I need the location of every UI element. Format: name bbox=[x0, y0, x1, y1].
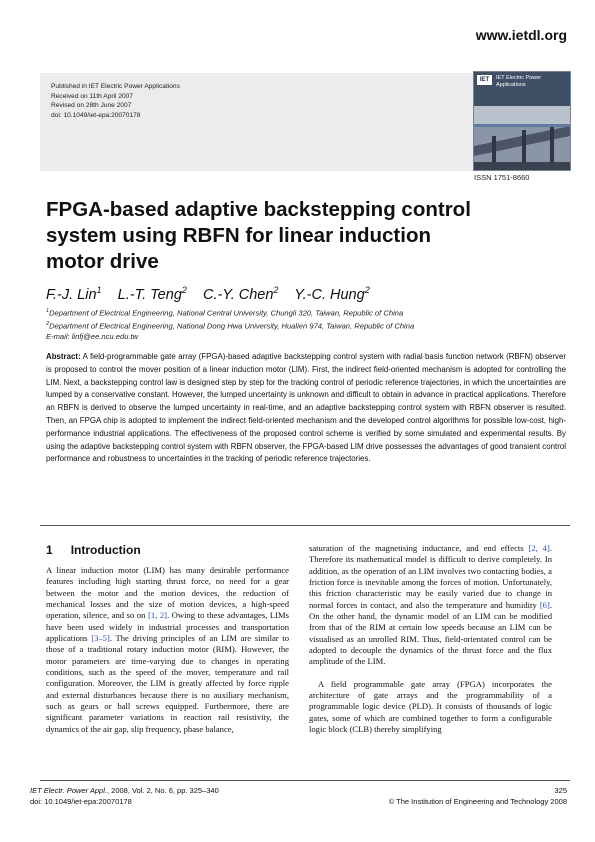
affiliation-1 bbox=[46, 306, 414, 319]
paragraph bbox=[46, 565, 289, 735]
citation-link[interactable]: [2, 4] bbox=[528, 543, 550, 553]
journal-abbrev: IET Electr. Power Appl. bbox=[30, 786, 107, 795]
author-name: C.-Y. Chen bbox=[203, 286, 274, 303]
doi[interactable]: doi: 10.1049/iet-epa:20070178 bbox=[51, 111, 141, 119]
text-run: . Therefore its mathematical model is difficult to derive completely. In addition, as the operation of an LIM involves two contacting bodies, a friction force is inevitable among the forces of motion. Unfortunately, this friction characteristic may be easily varied due to change in normal forces in contact, and also the temperature and humidity bbox=[309, 543, 552, 610]
text-run: . On the other hand, the dynamic model of an LIM can be modified from that of the RIM at certain low speeds because an LIM can be visualised as an unrolled RIM. Thus, field-orientated control can be adopted to decouple the dynamics of the thrust force and the flux amplitude of the LIM. bbox=[309, 599, 552, 667]
author-list bbox=[46, 285, 370, 303]
text-run: A linear induction motor (LIM) has many desirable performance features including high starting thrust force, no need for a gear between the motor and the motion devices, the reduction of mechanical losses and the size of motion devices, a high-speed operation, silence, and so on bbox=[46, 565, 289, 621]
right-column bbox=[309, 543, 552, 736]
affiliation-number: 1 bbox=[46, 308, 50, 314]
author-name: L.-T. Teng bbox=[117, 286, 182, 303]
received-date: Received on 11th April 2007 bbox=[51, 92, 133, 100]
affiliation-text: Department of Electrical Engineering, National Dong Hwa University, Hualien 974, Taiwan, Republic of China bbox=[49, 321, 415, 331]
publication-info bbox=[51, 82, 180, 120]
cover-band bbox=[474, 124, 570, 127]
section-heading bbox=[46, 543, 141, 557]
author-affiliation-mark: 2 bbox=[273, 285, 279, 295]
author-name: F.-J. Lin bbox=[46, 286, 97, 303]
footer-citation bbox=[30, 785, 219, 807]
published-in: Published in IET Electric Power Applications bbox=[51, 83, 180, 90]
paper-title: FPGA-based adaptive backstepping control system using RBFN for linear induction motor drive bbox=[46, 198, 471, 273]
section-number: 1 bbox=[46, 543, 53, 557]
left-column bbox=[46, 565, 289, 735]
footer-divider bbox=[40, 780, 570, 781]
email[interactable]: E-mail: linfj@ee.ncu.edu.tw bbox=[46, 332, 139, 342]
journal-citation bbox=[30, 785, 219, 796]
volume-pages: , 2008, Vol. 2, No. 6, pp. 325–340 bbox=[106, 786, 219, 795]
paragraph bbox=[309, 543, 552, 668]
affiliation-number: 2 bbox=[46, 321, 50, 328]
divider bbox=[40, 525, 570, 526]
revised-date: Revised on 28th June 2007 bbox=[51, 102, 132, 110]
footer-right bbox=[389, 785, 567, 807]
text-run: . Owing to these advantages, LIMs have been used widely in industrial processes and transportation applications bbox=[46, 610, 289, 644]
text-run: saturation of the magnetising inductance, and end effects bbox=[309, 543, 529, 553]
cover-journal-title: IET Electric Power Applications bbox=[496, 75, 542, 88]
citation-link[interactable]: [6] bbox=[539, 599, 550, 610]
page-number: 325 bbox=[554, 786, 567, 795]
journal-cover-image bbox=[473, 71, 571, 171]
affiliation-text: Department of Electrical Engineering, National Central University, Chungli 320, Taiwan, Republic of China bbox=[49, 308, 404, 318]
author-affiliation-mark: 2 bbox=[364, 285, 370, 295]
affiliations bbox=[46, 306, 414, 343]
iet-logo: IET bbox=[477, 75, 492, 85]
abstract-text: A field-programmable gate array (FPGA)-based adaptive backstepping control system with radial basis function network (RBFN) observer is proposed to control the mover position of a linear induction motor (LIM). First, the indirect field-oriented mechanism is adopted for controlling the LIM. Next, a backstepping control law is designed step by step for the tracking control of periodic reference trajectories, in which the uncertainties are lumped by a conservative constant. However, the lumped uncertainty is unknown and difficult to obtain in advance in practical applications. Therefore an RBFN is derived to observe the lumped uncertainty in real-time, and an adaptive backstepping control system with RBFN observer is resulted. Then, an FPGA chip is adopted to implement the indirect field-oriented mechanism and the developed control algorithms for possible low-cost, high-performance industrial applications. The effectiveness of the proposed control scheme is verified by some simulated and experimental results. By using the adaptive backstepping control system with RBFN observer, the FPGA-based LIM drive possesses the advantages of good transient control performance and robustness to uncertainties in the tracking of periodic reference trajectories. bbox=[46, 352, 566, 464]
paragraph: A field programmable gate array (FPGA) incorporates the architecture of gate arrays and the programmability of a programmable logic device (PLD). It consists of thousands of logic gates, some of which are combined together to form a configurable logic block (CLB) thereby simplifying bbox=[309, 678, 552, 735]
text-run: . The driving principles of an LIM are similar to those of a traditional rotary induction motor (RIM). However, the motor parameters are time-varying due to changes in operating conditions, such as the speed of the mover, temperature and rail configuration. Moreover, the LIM is greatly affected by force ripple and external disturbances because there is no auxiliary mechanism, such as gears or ball screws equipped. Furthermore, there are significant parameter variations in reaction rail resistivity, the dynamics of the air gap, slip frequency, phase balance, bbox=[46, 633, 289, 734]
citation-link[interactable]: [3–5] bbox=[91, 633, 110, 644]
abstract bbox=[46, 351, 566, 466]
author-name: Y.-C. Hung bbox=[294, 286, 365, 303]
abstract-label: Abstract: bbox=[46, 352, 81, 361]
issn: ISSN 1751-8660 bbox=[474, 173, 530, 182]
citation-link[interactable]: [1, 2] bbox=[147, 610, 167, 621]
author-affiliation-mark: 2 bbox=[181, 285, 187, 295]
footer-doi[interactable]: doi: 10.1049/iet-epa:20070178 bbox=[30, 797, 132, 806]
site-url[interactable]: www.ietdl.org bbox=[475, 27, 567, 43]
author-affiliation-mark: 1 bbox=[96, 285, 102, 295]
section-title: Introduction bbox=[70, 543, 141, 557]
affiliation-2 bbox=[46, 319, 414, 332]
copyright: © The Institution of Engineering and Technology 2008 bbox=[388, 797, 567, 806]
cover-photo bbox=[474, 106, 570, 170]
